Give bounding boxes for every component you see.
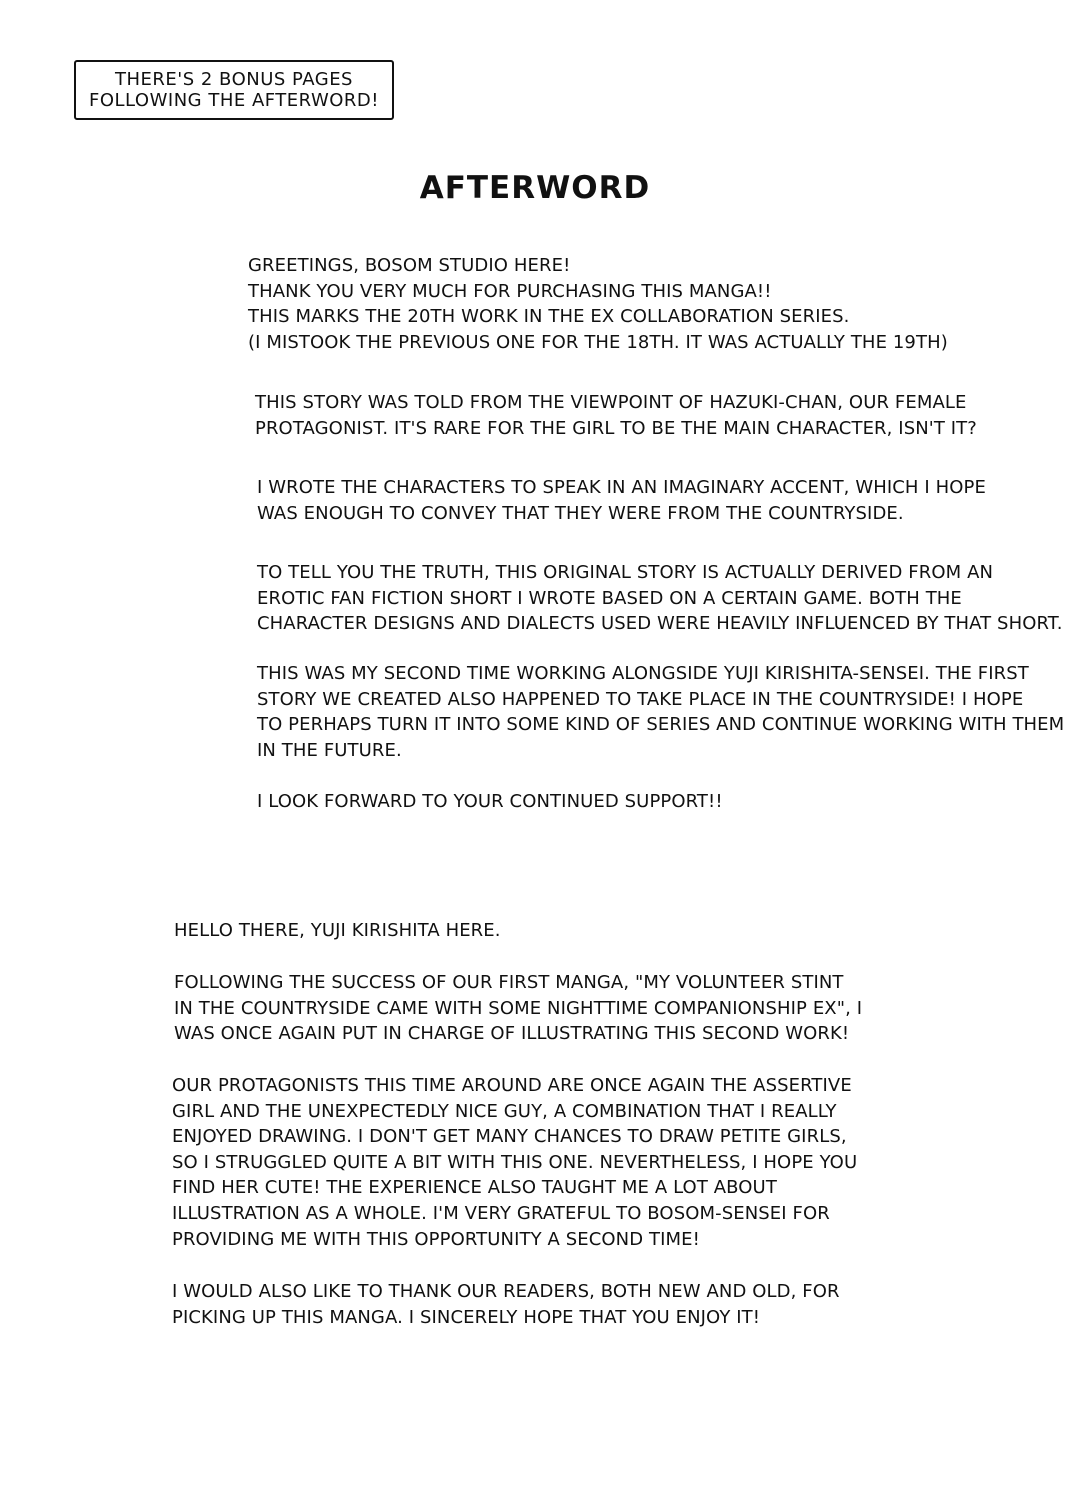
text-line: WAS ONCE AGAIN PUT IN CHARGE OF ILLUSTRATING THIS SECOND WORK! — [174, 1023, 850, 1045]
text-line: GIRL AND THE UNEXPECTEDLY NICE GUY, A COMBINATION THAT I REALLY — [172, 1100, 837, 1122]
page-title: AFTERWORD — [419, 170, 651, 206]
bosom-paragraph-origin — [257, 560, 1063, 637]
kirishita-paragraph-greeting — [174, 918, 501, 944]
text-line: PROTAGONIST. IT'S RARE FOR THE GIRL TO BE THE MAIN CHARACTER, ISN'T IT? — [255, 417, 977, 439]
text-line: THIS MARKS THE 20TH WORK IN THE EX COLLABORATION SERIES. — [248, 306, 850, 328]
text-line: I WROTE THE CHARACTERS TO SPEAK IN AN IMAGINARY ACCENT, WHICH I HOPE — [257, 477, 986, 498]
kirishita-paragraph-protagonists — [172, 1073, 857, 1252]
bosom-paragraph-collaboration — [257, 661, 1064, 763]
kirishita-paragraph-first-manga — [174, 970, 862, 1047]
text-line: ENJOYED DRAWING. I DON'T GET MANY CHANCES TO DRAW PETITE GIRLS, — [172, 1126, 847, 1148]
bonus-pages-notice — [74, 60, 394, 120]
text-line: PROVIDING ME WITH THIS OPPORTUNITY A SECOND TIME! — [172, 1228, 700, 1250]
text-line: IN THE COUNTRYSIDE CAME WITH SOME NIGHTTIME COMPANIONSHIP EX", I — [174, 997, 863, 1019]
notice-line: THERE'S 2 BONUS PAGES — [115, 69, 353, 90]
text-line: WAS ENOUGH TO CONVEY THAT THEY WERE FROM THE COUNTRYSIDE. — [257, 502, 904, 524]
text-line: CHARACTER DESIGNS AND DIALECTS USED WERE HEAVILY INFLUENCED BY THAT SHORT. — [257, 613, 1063, 635]
text-line: (I MISTOOK THE PREVIOUS ONE FOR THE 18TH. IT WAS ACTUALLY THE 19TH) — [248, 331, 948, 353]
text-line: THANK YOU VERY MUCH FOR PURCHASING THIS MANGA!! — [248, 280, 772, 302]
kirishita-paragraph-thanks — [172, 1279, 840, 1330]
text-line: TO TELL YOU THE TRUTH, THIS ORIGINAL STORY IS ACTUALLY DERIVED FROM AN — [257, 562, 994, 583]
text-line: OUR PROTAGONISTS THIS TIME AROUND ARE ONCE AGAIN THE ASSERTIVE — [172, 1075, 852, 1096]
bosom-paragraph-greeting — [248, 253, 948, 355]
notice-line: FOLLOWING THE AFTERWORD! — [88, 90, 379, 111]
bosom-paragraph-viewpoint — [255, 390, 977, 441]
text-line: SO I STRUGGLED QUITE A BIT WITH THIS ONE. NEVERTHELESS, I HOPE YOU — [172, 1151, 858, 1173]
text-line: PICKING UP THIS MANGA. I SINCERELY HOPE THAT YOU ENJOY IT! — [172, 1306, 761, 1328]
text-line: I LOOK FORWARD TO YOUR CONTINUED SUPPORT!! — [257, 791, 723, 812]
text-line: GREETINGS, BOSOM STUDIO HERE! — [248, 255, 571, 276]
text-line: FOLLOWING THE SUCCESS OF OUR FIRST MANGA, "MY VOLUNTEER STINT — [174, 972, 844, 993]
text-line: THIS STORY WAS TOLD FROM THE VIEWPOINT OF HAZUKI-CHAN, OUR FEMALE — [255, 392, 967, 413]
bosom-paragraph-closing — [257, 789, 723, 815]
text-line: IN THE FUTURE. — [257, 739, 402, 761]
text-line: I WOULD ALSO LIKE TO THANK OUR READERS, BOTH NEW AND OLD, FOR — [172, 1281, 840, 1302]
bosom-paragraph-accent — [257, 475, 986, 526]
text-line: THIS WAS MY SECOND TIME WORKING ALONGSIDE YUJI KIRISHITA-SENSEI. THE FIRST — [257, 663, 1029, 684]
text-line: ILLUSTRATION AS A WHOLE. I'M VERY GRATEFUL TO BOSOM-SENSEI FOR — [172, 1202, 830, 1224]
text-line: FIND HER CUTE! THE EXPERIENCE ALSO TAUGHT ME A LOT ABOUT — [172, 1177, 777, 1199]
text-line: EROTIC FAN FICTION SHORT I WROTE BASED ON A CERTAIN GAME. BOTH THE — [257, 587, 962, 609]
text-line: STORY WE CREATED ALSO HAPPENED TO TAKE PLACE IN THE COUNTRYSIDE! I HOPE — [257, 688, 1024, 710]
text-line: TO PERHAPS TURN IT INTO SOME KIND OF SERIES AND CONTINUE WORKING WITH THEM — [257, 714, 1065, 736]
text-line: HELLO THERE, YUJI KIRISHITA HERE. — [174, 920, 501, 941]
